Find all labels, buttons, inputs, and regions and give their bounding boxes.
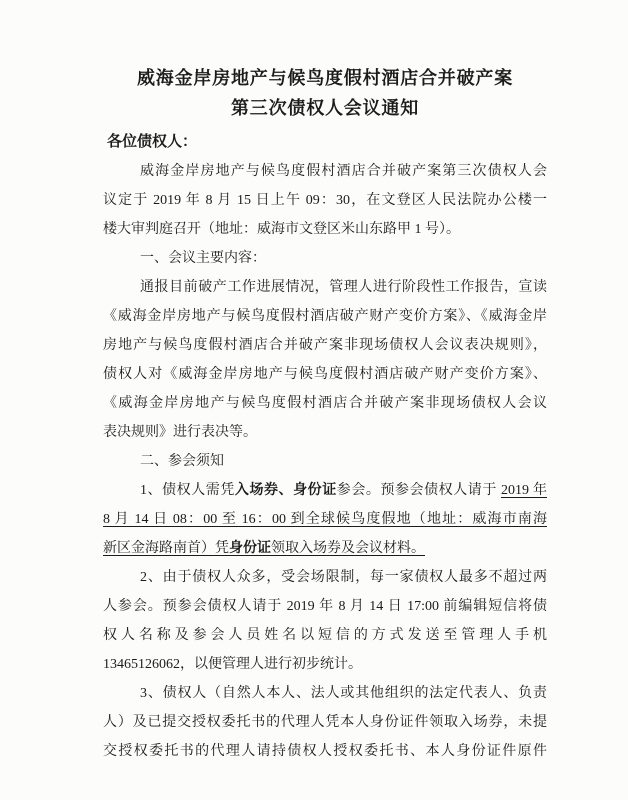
text-line: 房地产与候鸟度假村酒店合并破产案非现场债权人会议表决规则》， xyxy=(103,338,547,353)
text-line: 权人名称及参会人员姓名以短信的方式发送至管理人手机 xyxy=(103,628,547,643)
text-line xyxy=(103,534,547,563)
text-line: 楼大审判庭召开（地址：威海市文登区米山东路甲 1 号）。 xyxy=(103,222,460,237)
bold-text: 入场券、身份证 xyxy=(234,483,337,498)
text-line: 2、由于债权人众多，受会场限制，每一家债权人最多不超过两 xyxy=(140,570,547,585)
text-line: 3、债权人（自然人本人、法人或其他组织的法定代表人、负责 xyxy=(140,686,547,701)
text-line: 人参会。预参会债权人请于 2019 年 8 月 14 日 17:00 前编辑短信将债 xyxy=(103,599,547,614)
underlined-text: 领取入场券及会议材料。 xyxy=(271,541,425,556)
text-line: 表决规则》进行表决等。 xyxy=(103,425,257,440)
text-line: 通报目前破产工作进展情况，管理人进行阶段性工作报告，宣读 xyxy=(140,280,547,295)
text-line: 交授权委托书的代理人请持债权人授权委托书、本人身份证件原件 xyxy=(103,744,547,759)
title-line-2: 第三次债权人会议通知 xyxy=(231,98,419,118)
section-attendance-notes xyxy=(103,447,547,766)
intro-paragraph xyxy=(103,157,547,244)
text-line: 债权人对《威海金岸房地产与候鸟度假村酒店破产财产变价方案》、 xyxy=(103,367,547,382)
underlined-text: 新区金海路南首）凭 xyxy=(103,541,229,556)
section-heading: 二、参会须知 xyxy=(140,454,224,469)
underlined-text: 2019 年 xyxy=(500,483,548,498)
text-line: 威海金岸房地产与候鸟度假村酒店合并破产案第三次债权人会 xyxy=(140,164,547,179)
bold-underlined-text: 身份证 xyxy=(229,541,271,556)
document-title xyxy=(103,63,547,123)
text-line: 人）及已提交授权委托书的代理人凭本人身份证件领取入场券，未提 xyxy=(103,715,547,730)
notice-item-3 xyxy=(103,679,547,766)
section-meeting-content xyxy=(103,244,547,447)
text-line: 《威海金岸房地产与候鸟度假村酒店破产财产变价方案》、《威海金岸 xyxy=(103,309,547,324)
text-segment: 参会。预参会债权人请于 xyxy=(336,483,501,498)
text-line xyxy=(103,476,547,505)
text-line xyxy=(103,505,547,534)
notice-item-1 xyxy=(103,476,547,563)
text-line: 13465126062，以便管理人进行初步统计。 xyxy=(103,657,362,672)
notice-item-2 xyxy=(103,563,547,679)
text-segment: 1、债权人需凭 xyxy=(140,483,235,498)
document-page xyxy=(103,63,547,766)
text-line: 议定于 2019 年 8 月 15 日上午 09：30，在文登区人民法院办公楼一 xyxy=(103,193,547,208)
text-line: 《威海金岸房地产与候鸟度假村酒店合并破产案非现场债权人会议 xyxy=(103,396,547,411)
section-heading: 一、会议主要内容： xyxy=(140,251,266,266)
title-line-1: 威海金岸房地产与候鸟度假村酒店合并破产案 xyxy=(137,68,513,88)
underlined-text: 8 月 14 日 08：00 至 16：00 到全球候鸟度假地（地址：威海市南海 xyxy=(103,512,547,527)
salutation: 各位债权人： xyxy=(107,134,198,150)
